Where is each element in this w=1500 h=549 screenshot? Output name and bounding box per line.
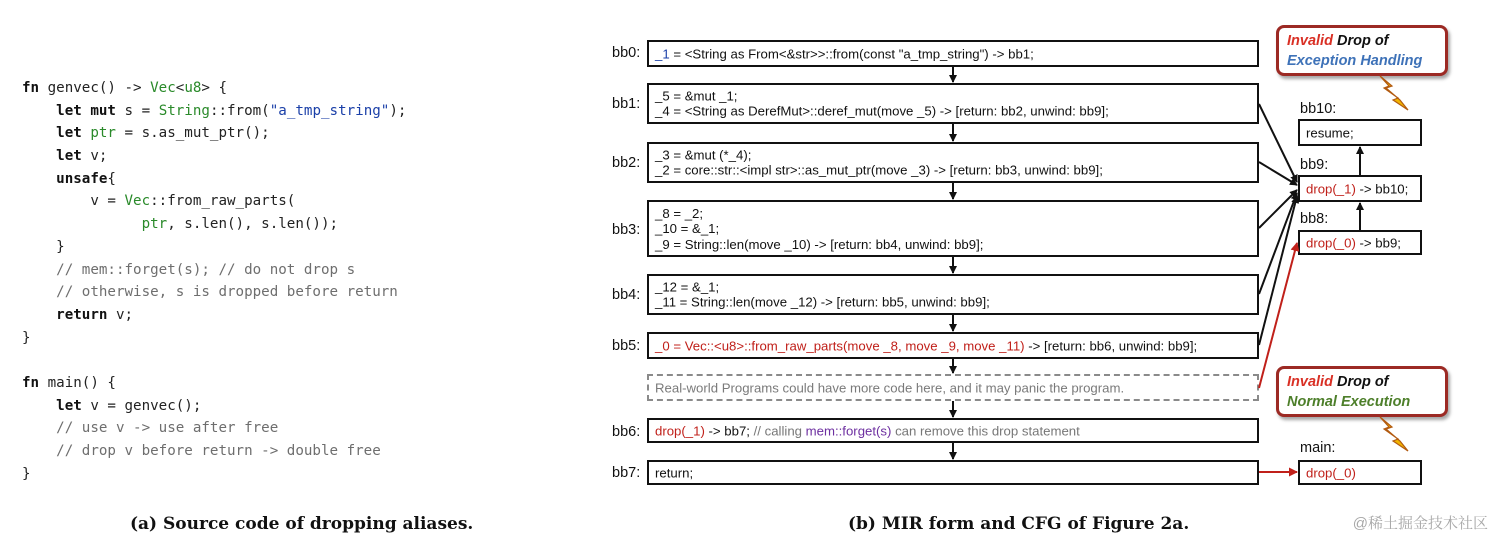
code-token: // otherwise, s is dropped before return (56, 284, 398, 301)
mir-token: return; (655, 464, 694, 480)
code-token: } (22, 465, 31, 482)
mir-token: _3 = &mut (*_4); (655, 147, 752, 162)
callout-invalid-word: Invalid (1287, 374, 1333, 390)
code-token: let (56, 148, 82, 165)
code-token: s = (115, 102, 159, 119)
bb6-label: bb6: (612, 424, 641, 440)
mir-token: // calling (753, 422, 806, 438)
callout-exception-text: Exception Handling (1287, 53, 1423, 69)
bb9-label: bb9: (1300, 157, 1329, 173)
code-token: = s.as_mut_ptr(); (115, 125, 270, 142)
mir-token: _11 = String::len(move _12) -> [return: bb5, unwind: bb9]; (655, 294, 990, 310)
bb0-label: bb0: (612, 45, 641, 61)
lightning-icon (1380, 76, 1408, 110)
main-label: main: (1300, 440, 1336, 456)
code-token: v; (81, 148, 108, 165)
mir-token: _0 = Vec::<u8>::from_raw_parts(move _8, move _9, move _11) (655, 337, 1025, 353)
mir-token: drop(_1) (1306, 180, 1356, 196)
callout-drop-of: Drop of (1332, 33, 1389, 49)
code-token: ptr (90, 125, 116, 142)
code-token: fn (22, 374, 40, 391)
code-token: ); (389, 102, 407, 119)
code-token: , s.len(), s.len()); (167, 216, 339, 233)
mir-token: drop(_0) (1306, 234, 1356, 250)
mir-token: can remove this drop statement (891, 422, 1080, 438)
code-token: ptr (141, 216, 168, 233)
mir-token: -> bb9; (1355, 234, 1401, 250)
mir-token: _1 (655, 45, 670, 61)
mir-token: resume; (1306, 124, 1354, 140)
watermark: @稀土掘金技术社区 (1352, 515, 1488, 532)
mir-token: _8 = _2; (655, 205, 704, 221)
mir-token: _10 = &_1; (655, 220, 720, 236)
code-token: v; (107, 306, 134, 323)
lightning-icon (1380, 417, 1408, 451)
bb10-label: bb10: (1300, 101, 1337, 117)
caption-b: (b) MIR form and CFG of Figure 2a. (848, 514, 1190, 534)
code-token: fn (22, 80, 40, 96)
bb8-label: bb8: (1300, 211, 1329, 227)
caption-a: (a) Source code of dropping aliases. (130, 514, 474, 534)
code-token: let (56, 125, 82, 142)
code-token: < (175, 80, 185, 96)
code-token: ::from_raw_parts( (150, 193, 296, 210)
mir-token: drop(_0) (1306, 464, 1356, 480)
code-token: { (107, 170, 116, 187)
mir-token: mem::forget(s) (805, 422, 892, 438)
code-token: > { (201, 80, 228, 96)
code-token: v = (22, 193, 125, 210)
mir-token: _12 = &_1; (655, 279, 720, 294)
code-token: let mut (56, 102, 116, 119)
code-token: return (56, 306, 108, 323)
mir-token: _9 = String::len(move _10) -> [return: bb4, unwind: bb9]; (655, 236, 984, 252)
code-token: String (158, 102, 210, 119)
bb2-label: bb2: (612, 155, 641, 171)
code-token: main() { (39, 374, 116, 391)
code-token: v = genvec(); (81, 397, 202, 414)
code-token: // mem::forget(s); // do not drop s (56, 261, 356, 278)
mir-token: -> bb7; (704, 422, 754, 438)
code-token: } (22, 238, 65, 255)
code-token: let (56, 397, 82, 414)
mir-token: Real-world Programs could have more code here, and it may panic the program. (655, 379, 1125, 395)
code-token: ::from( (209, 102, 270, 119)
code-token: u8 (184, 80, 202, 96)
code-token: "a_tmp_string" (269, 102, 390, 119)
bb7-label: bb7: (612, 465, 641, 481)
bb5-label: bb5: (612, 338, 641, 354)
callout-drop-of: Drop of (1332, 374, 1389, 390)
mir-token: _2 = core::str::<impl str>::as_mut_ptr(move _3) -> [return: bb3, unwind: bb9]; (655, 162, 1103, 178)
mir-token: _5 = &mut _1; (655, 88, 738, 103)
code-token: Vec (124, 193, 151, 210)
code-token: Vec (150, 80, 176, 96)
mir-token: -> [return: bb6, unwind: bb9]; (1024, 337, 1198, 353)
code-token: // use v -> use after free (56, 420, 279, 437)
bb3-label: bb3: (612, 222, 641, 238)
mir-token: -> bb10; (1355, 180, 1409, 196)
callout-normal-text: Normal Execution (1287, 394, 1411, 410)
code-token: genvec() -> (39, 80, 151, 96)
mir-token: _4 = <String as DerefMut>::deref_mut(move _5) -> [return: bb2, unwind: bb9]; (655, 103, 1109, 119)
mir-token: = <String as From<&str>>::from(const "a_tmp_string") -> bb1; (669, 45, 1034, 61)
callout-invalid-word: Invalid (1287, 33, 1333, 49)
bb4-label: bb4: (612, 287, 641, 303)
bb1-label: bb1: (612, 96, 641, 112)
code-token: } (22, 329, 31, 346)
unwind-edges (1259, 104, 1297, 345)
mir-token: drop(_1) (655, 422, 705, 438)
code-token: unsafe (56, 170, 108, 187)
code-token: // drop v before return -> double free (56, 443, 381, 459)
